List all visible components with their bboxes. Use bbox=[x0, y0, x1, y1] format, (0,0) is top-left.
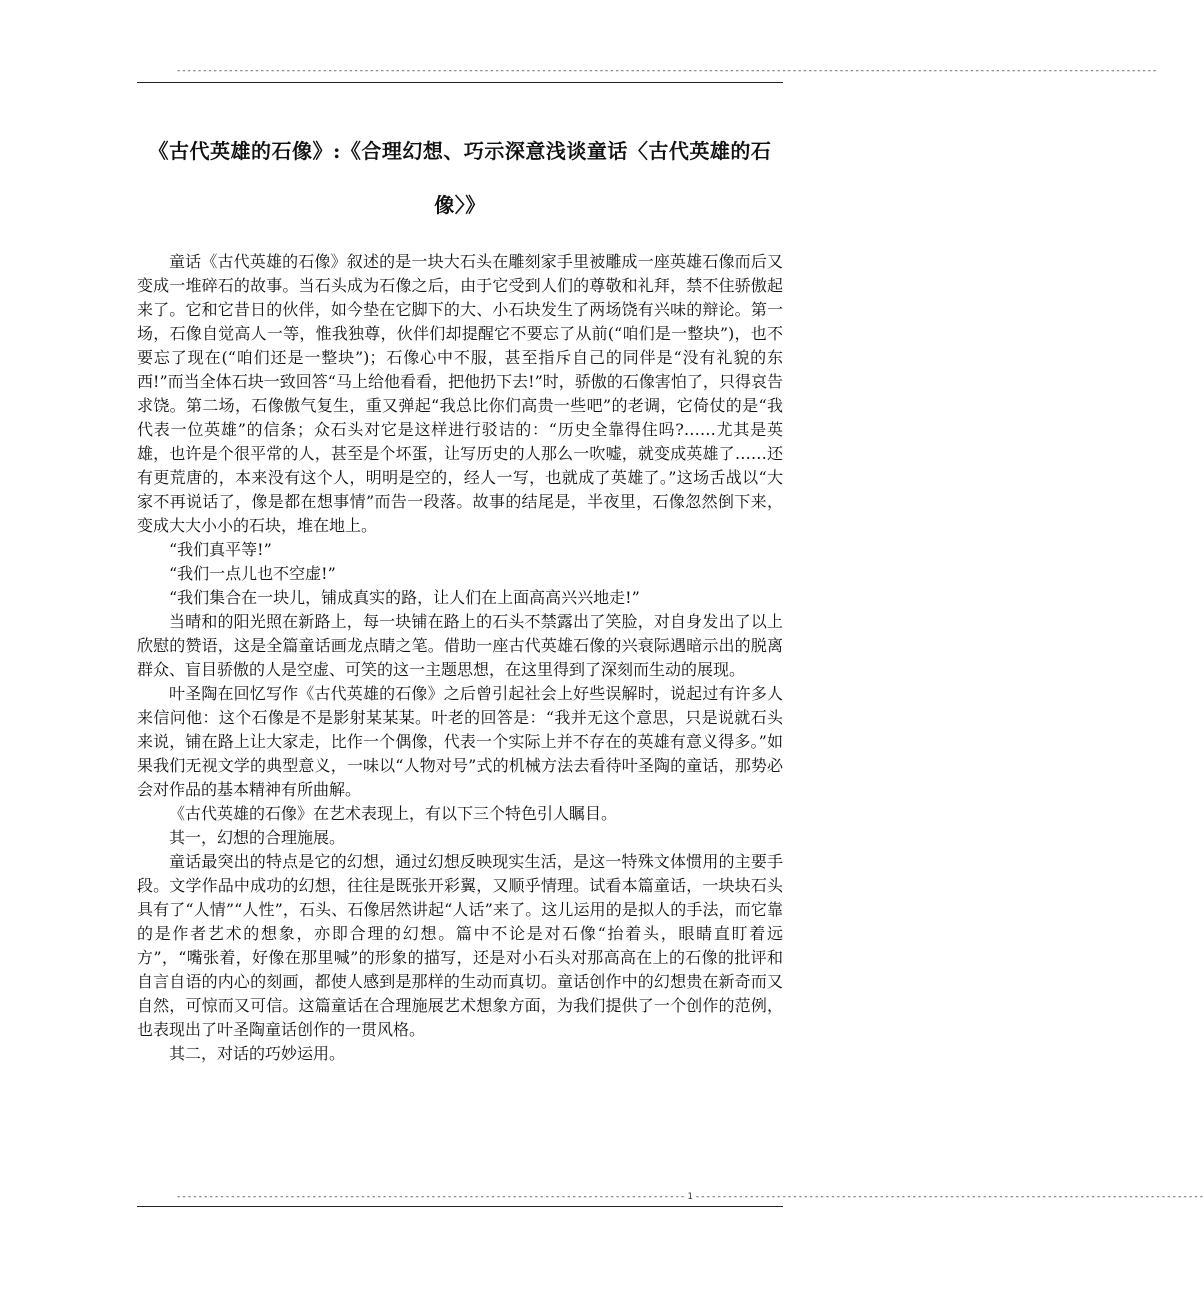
document-title: 《古代英雄的石像》:《合理幻想、巧示深意浅谈童话〈古代英雄的石像〉》 bbox=[148, 139, 772, 217]
header-rule bbox=[137, 82, 783, 83]
paragraph-7: 《古代英雄的石像》在艺术表现上，有以下三个特色引人瞩目。 bbox=[169, 804, 618, 823]
page-number: 1 bbox=[687, 1192, 693, 1202]
paragraph-5: 当晴和的阳光照在新路上，每一块铺在路上的石头不禁露出了笑脸，对自身发出了以上欣慰的赞语，这是全篇童话画龙点睛之笔。借助一座古代英雄石像的兴衰际遇暗示出的脱离群众、盲目骄傲的人是空虚、可笑的这一主题思想，在这里得到了深刻而生动的展现。 bbox=[137, 612, 783, 679]
paragraph-9: 童话最突出的特点是它的幻想，通过幻想反映现实生活，是这一特殊文体惯用的主要手段。文学作品中成功的幻想，往往是既张开彩翼，又顺乎情理。试看本篇童话，一块块石头具有了“人情”“人性”，石头、石像居然讲起“人话”来了。这儿运用的是拟人的手法，而它靠的是作者艺术的想象，亦即合理的幻想。篇中不论是对石像“抬着头，眼睛直盯着远方”，“嘴张着，好像在那里喊”的形象的描写，还是对小石头对那高高在上的石像的批评和自言自语的内心的刻画，都使人感到是那样的生动而真切。童话创作中的幻想贵在新奇而又自然，可惊而又可信。这篇童话在合理施展艺术想象方面，为我们提供了一个创作的范例，也表现出了叶圣陶童话创作的一贯风格。 bbox=[137, 852, 783, 1039]
paragraph-6: 叶圣陶在回忆写作《古代英雄的石像》之后曾引起社会上好些误解时，说起过有许多人来信问他：这个石像是不是影射某某某。叶老的回答是：“我并无这个意思，只是说就石头来说，铺在路上让大家走，比作一个偶像，代表一个实际上并不存在的英雄有意义得多。”如果我们无视文学的典型意义，一味以“人物对号”式的机械方法去看待叶圣陶的童话，那势必会对作品的基本精神有所曲解。 bbox=[137, 684, 783, 799]
footer-dashes-left: ---------------------------------------------------------------------------------------------- bbox=[176, 1192, 686, 1202]
footer-dash-line bbox=[176, 1192, 1204, 1202]
footer-dashes-right: ---------------------------------------------------------------------------------------------- bbox=[694, 1192, 1204, 1202]
document-body bbox=[137, 250, 783, 1066]
header-dash-line: -------------------------------------------------------------------------------------------------------------------------------------------------------------------------------------------- bbox=[176, 66, 1158, 76]
paragraph-10: 其二，对话的巧妙运用。 bbox=[169, 1044, 346, 1063]
paragraph-1: 童话《古代英雄的石像》叙述的是一块大石头在雕刻家手里被雕成一座英雄石像而后又变成一堆碎石的故事。当石头成为石像之后，由于它受到人们的尊敬和礼拜，禁不住骄傲起来了。它和它昔日的伙伴，如今垫在它脚下的大、小石块发生了两场饶有兴味的辩论。第一场，石像自觉高人一等，惟我独尊，伙伴们却提醒它不要忘了从前(“咱们是一整块”)，也不要忘了现在(“咱们还是一整块”)；石像心中不服，甚至指斥自己的同伴是“没有礼貌的东西!”而当全体石块一致回答“马上给他看看，把他扔下去!”时，骄傲的石像害怕了，只得哀告求饶。第二场，石像傲气复生，重又弹起“我总比你们高贵一些吧”的老调，它倚仗的是“我代表一位英雄”的信条；众石头对它是这样进行驳诘的：“历史全靠得住吗?……尤其是英雄，也许是个很平常的人，甚至是个坏蛋，让写历史的人那么一吹嘘，就变成英雄了……还有更荒唐的，本来没有这个人，明明是空的，经人一写，也就成了英雄了。”这场舌战以“大家不再说话了，像是都在想事情”而告一段落。故事的结尾是，半夜里，石像忽然倒下来，变成大大小小的石块，堆在地上。 bbox=[137, 252, 783, 535]
paragraph-8: 其一，幻想的合理施展。 bbox=[169, 828, 346, 847]
paragraph-2: “我们真平等!” bbox=[169, 540, 272, 559]
paragraph-4: “我们集合在一块儿，铺成真实的路，让人们在上面高高兴兴地走!” bbox=[169, 588, 640, 607]
paragraph-3: “我们一点儿也不空虚!” bbox=[169, 564, 336, 583]
footer-rule bbox=[137, 1206, 783, 1207]
